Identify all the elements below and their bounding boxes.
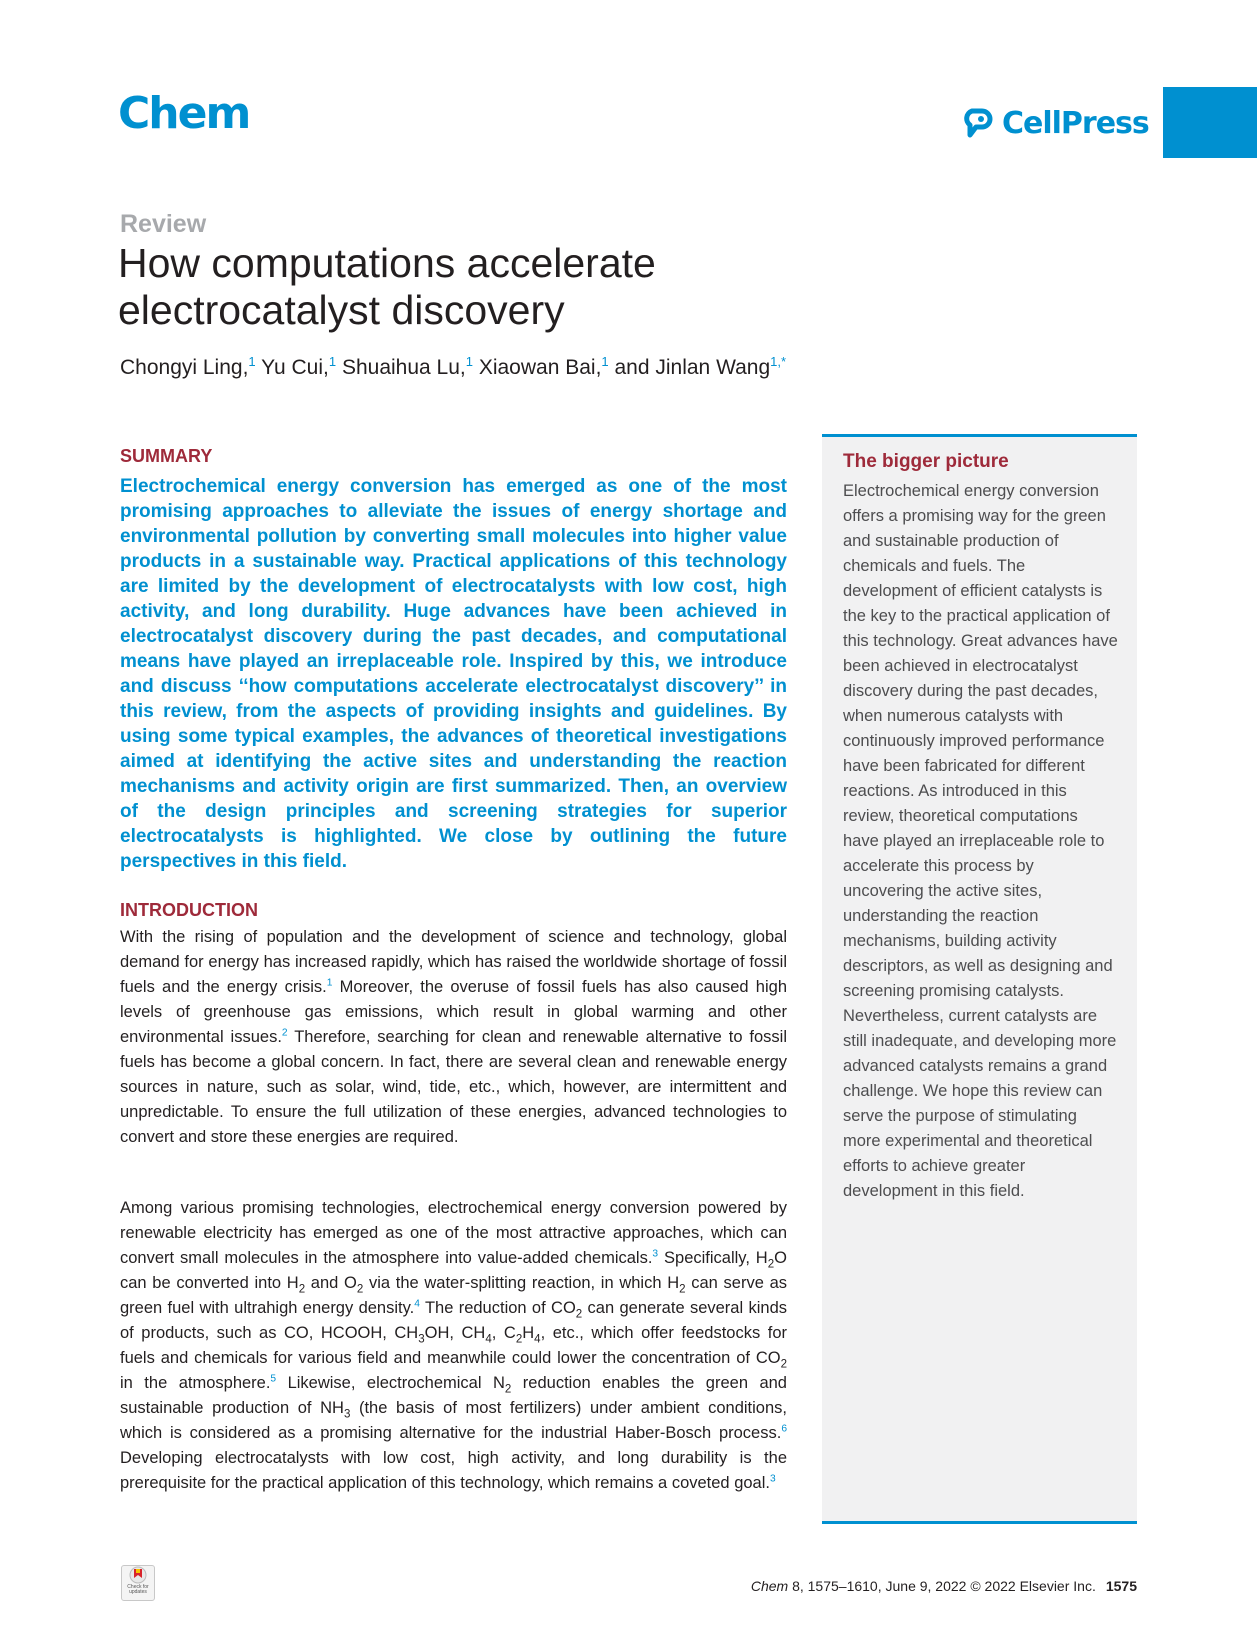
author-name[interactable]: Yu Cui, [261,356,329,379]
summary-heading: SUMMARY [120,446,213,466]
section-color-tab [1163,87,1257,158]
journal-logo[interactable]: Chem [118,88,250,139]
bigger-picture-box [822,434,1137,1524]
title-line-1: How computations accelerate [118,240,656,286]
bigger-picture-text: Electrochemical energy conversion offers a promising way for the green and sustainable production of chemicals and fuels. The development of efficient catalysts is the key to the practical application of this technology. Great advances have been achieved in electrocatalyst discovery during the past decades, when numerous catalysts with continuously improved performance have been fabricated for different reactions. As introduced in this review, theoretical computations have played an irreplaceable role to accelerate this process by uncovering the active sites, understanding the reaction mechanisms, building activity descriptors, as well as designing and screening promising catalysts. Nevertheless, current catalysts are still inadequate, and developing more advanced catalysts remains a grand challenge. We hope this review can serve the purpose of stimulating more experimental and theoretical efforts to achieve greater development in this field. [843,482,1118,1200]
author-affiliation[interactable]: 1 [601,354,609,369]
article-type: Review [120,210,207,238]
reference-link[interactable]: 4 [414,1298,420,1310]
author-affiliation[interactable]: 1 [328,354,337,369]
page-number: 1575 [1105,1578,1137,1594]
author-name[interactable]: Xiaowan Bai, [478,356,602,379]
reference-link[interactable]: 3 [652,1248,659,1260]
author-affiliation[interactable]: 1 [248,354,256,369]
author-affiliation[interactable]: 1,* [770,354,787,369]
check-for-updates-button[interactable] [121,1565,155,1601]
reference-link[interactable]: 5 [270,1373,277,1385]
author-affiliation[interactable]: 1 [465,354,473,369]
reference-link[interactable]: 2 [281,1027,288,1039]
introduction-heading: INTRODUCTION [120,900,258,920]
introduction-paragraph-2: Among various promising technologies, electrochemical energy conversion powered by renewable electricity has emerged as one of the most attractive approaches, which can convert small molecules in the atmosphere into value-added chemicals.$^3$ Specifically, $H_2O$ can be converted into $H_2$ and $O_2$ via the water-splitting reaction, in which $H_2$ can serve as green fuel with ultrahigh energy density.$^4$ The reduction of $CO_2$ can generate several kinds of products, such as CO, HCOOH, $CH_3OH$, $CH_4$, $C_2H_4$, etc., which offer feedstocks for fuels and chemicals for various field and meanwhile could lower the concentration of $CO_2$ in the atmosphere.$^5$ Likewise, electrochemical $N_2$ reduction enables the green and sustainable production of $NH_3$ (the basis of most fertilizers) under ambient conditions, which is considered as a promising alternative for the industrial Haber-Bosch process.$^6$ Developing electrocatalysts with low cost, high activity, and long durability is the prerequisite for the practical application of this technology, which remains a coveted goal.$^3$ [120,1199,788,1492]
publisher-name: CellPress [1002,105,1149,141]
introduction-paragraph-1: With the rising of population and the development of science and technology, global demand for energy has increased rapidly, which has raised the worldwide shortage of fossil fuels and the energy crisis.$^1$ Moreover, the overuse of fossil fuels has also caused high levels of greenhouse gas emissions, which result in global warming and other environmental issues.$^2$ Therefore, searching for clean and renewable alternative to fossil fuels has become a global concern. In fact, there are several clean and renewable energy sources in nature, such as solar, wind, tide, etc., which, however, are intermittent and unpredictable. To ensure the full utilization of these energies, advanced technologies to convert and store these energies are required. [120,928,788,1146]
citation-footer [751,1578,1137,1594]
title-line-2: electrocatalyst discovery [118,287,565,333]
summary-text: Electrochemical energy conversion has emerged as one of the most promising approaches to alleviate the issues of energy shortage and environmental pollution by converting small molecules into higher value products in a sustainable way. Practical applications of this technology are limited by the development of electrocatalysts with low cost, high activity, and long durability. Huge advances have been achieved in electrocatalyst discovery during the past decades, and computational means have played an irreplaceable role. Inspired by this, we introduce and discuss ‘‘how computations accelerate electrocatalyst discovery’’ in this review, from the aspects of providing insights and guidelines. By using some typical examples, the advances of theoretical investigations aimed at identifying the active sites and understanding the reaction mechanisms and activity origin are first summarized. Then, an overview of the design principles and screening strategies for superior electrocatalysts is highlighted. We close by outlining the future perspectives in this field. [120,476,787,872]
footer-journal: Chem [750,1578,789,1594]
reference-link[interactable]: 1 [326,977,333,989]
footer-citation: 8, 1575–1610, June 9, 2022 © 2022 Elsevier Inc. [788,1578,1096,1594]
page-title [118,240,878,334]
crossmark-label: Check for updates [127,1584,149,1595]
author-name[interactable]: Shuaihua Lu, [341,356,466,379]
author-name[interactable]: Chongyi Ling, [120,356,249,379]
publisher-logo[interactable] [964,103,1149,143]
reference-link[interactable]: 6 [781,1423,787,1435]
crossmark-icon [129,1566,147,1584]
cellpress-icon [964,107,998,139]
bigger-picture-title: The bigger picture [843,451,1009,472]
reference-link[interactable]: 3 [769,1473,776,1485]
author-name[interactable]: and Jinlan Wang [614,356,771,379]
author-list [120,356,786,380]
